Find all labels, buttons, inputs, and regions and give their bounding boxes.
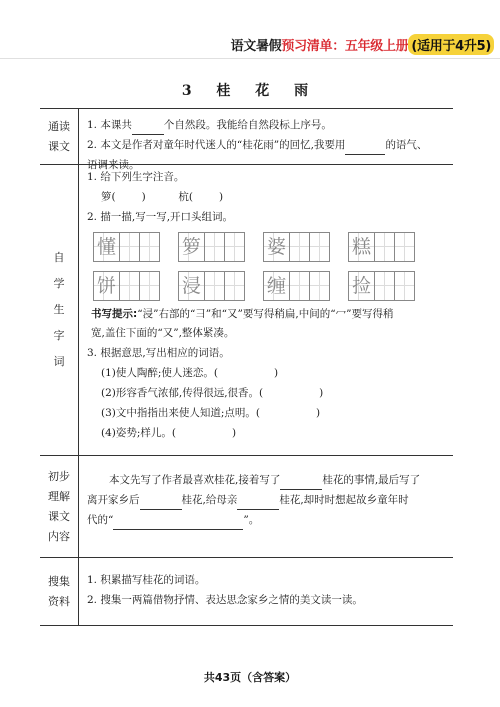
label-line: 初步 <box>48 469 70 483</box>
write-box[interactable] <box>289 271 310 301</box>
answer-blank[interactable] <box>280 475 322 490</box>
answer-blank[interactable] <box>345 140 385 155</box>
collect-item1: 1. 积累描写桂花的词语。 <box>87 574 206 586</box>
char-cell <box>93 271 175 301</box>
reading-content <box>79 109 453 171</box>
trace-char: 缠 <box>263 271 290 301</box>
reading-item2-text3: 语调来读。 <box>87 159 140 171</box>
label-line: 学 <box>53 277 65 290</box>
reading-item2-text: 2. 本文是作者对童年时代迷人的“桂花雨”的回忆,我要用 <box>87 139 346 151</box>
vocab-sub1: (1)使人陶醉;使人迷恋。( <box>101 367 219 379</box>
understand-text: 桂花,却时时想起故乡童年时 <box>279 494 409 506</box>
collect-content <box>79 558 453 625</box>
paren: ) <box>219 191 224 203</box>
reading-label <box>40 109 79 164</box>
label-line: 内容 <box>48 529 70 543</box>
collect-item2: 2. 搜集一两篇借物抒情、表达思念家乡之情的美文读一读。 <box>87 594 363 606</box>
page-header <box>231 34 494 55</box>
answer-blank[interactable] <box>113 515 243 530</box>
char-cell <box>263 232 345 262</box>
label-line: 词 <box>53 355 65 368</box>
write-box[interactable] <box>119 271 140 301</box>
understand-text: ”。 <box>243 514 260 526</box>
write-box[interactable] <box>309 232 330 262</box>
collect-row <box>40 558 453 626</box>
char-cell <box>178 232 260 262</box>
reading-row <box>40 109 453 171</box>
label-line: 理解 <box>48 489 70 503</box>
tip-text: 宽,盖住下面的“又”,整体紧凑。 <box>91 327 235 339</box>
understand-text: 本文先写了作者最喜欢桂花,接着写了 <box>109 474 281 486</box>
vocab-q2: 2. 描一描,写一写,开口头组词。 <box>87 211 234 223</box>
write-box[interactable] <box>119 232 140 262</box>
writing-tip <box>87 305 443 343</box>
pinyin-char-luo: 箩( <box>101 191 116 203</box>
reading-item2-text2: 的语气、 <box>385 139 428 151</box>
tip-label: 书写提示: <box>91 308 138 320</box>
understand-row <box>40 456 453 558</box>
paren: ) <box>319 387 324 399</box>
trace-char: 糕 <box>348 232 375 262</box>
write-box[interactable] <box>309 271 330 301</box>
char-cell <box>263 271 345 301</box>
worksheet-table <box>40 108 453 626</box>
lesson-title: 3 桂 花 雨 <box>181 83 319 99</box>
paren: ) <box>232 427 237 439</box>
header-grade: 五年级上册 <box>344 39 409 54</box>
label-line: 通读 <box>48 119 70 133</box>
trace-char: 浸 <box>178 271 205 301</box>
understand-text: 桂花的事情,最后写了 <box>322 474 421 486</box>
label-line: 课文 <box>48 509 70 523</box>
char-grid-row1 <box>93 232 443 262</box>
vocab-q3: 3. 根据意思,写出相应的词语。 <box>87 347 230 359</box>
label-line: 生 <box>53 303 65 316</box>
paren: ) <box>141 191 146 203</box>
understand-text: 桂花,给母亲 <box>181 494 238 506</box>
collect-label <box>40 558 79 625</box>
understand-label <box>40 456 79 557</box>
char-cell <box>178 271 260 301</box>
understand-text: 离开家乡后 <box>87 494 140 506</box>
label-line: 字 <box>53 329 65 342</box>
answer-blank[interactable] <box>237 495 279 510</box>
write-box[interactable] <box>204 232 225 262</box>
label-line: 搜集 <box>48 574 70 588</box>
write-box[interactable] <box>289 232 310 262</box>
label-line: 课文 <box>48 139 70 153</box>
write-box[interactable] <box>139 271 160 301</box>
page-footer: 共43页（含答案） <box>203 671 297 684</box>
header-prefix: 语文暑假 <box>230 39 282 54</box>
char-cell <box>348 271 430 301</box>
char-grid-row2 <box>93 271 443 301</box>
write-box[interactable] <box>374 232 395 262</box>
understand-text: 代的“ <box>87 514 114 526</box>
char-cell <box>93 232 175 262</box>
vocab-sub4: (4)姿势;样儿。( <box>101 427 177 439</box>
write-box[interactable] <box>224 232 245 262</box>
trace-char: 婆 <box>263 232 290 262</box>
vocab-row <box>40 165 453 456</box>
vocab-q1: 1. 给下列生字注音。 <box>87 171 185 183</box>
label-line: 资料 <box>48 594 70 608</box>
header-highlight: 预习清单： <box>281 39 345 54</box>
trace-char: 饼 <box>93 271 120 301</box>
trace-char: 捡 <box>348 271 375 301</box>
reading-item1-text2: 个自然段。我能给自然段标上序号。 <box>163 119 332 131</box>
paren: ) <box>274 367 279 379</box>
vocab-content <box>79 165 453 455</box>
write-box[interactable] <box>394 232 415 262</box>
understand-content <box>79 456 453 557</box>
reading-item1-text: 1. 本课共 <box>87 119 132 131</box>
answer-blank[interactable] <box>132 120 164 135</box>
tip-text: “浸”右部的“彐”和“又”要写得稍扁,中间的“冖”要写得稍 <box>137 308 394 320</box>
trace-char: 懂 <box>93 232 120 262</box>
write-box[interactable] <box>374 271 395 301</box>
write-box[interactable] <box>394 271 415 301</box>
answer-blank[interactable] <box>140 495 182 510</box>
pinyin-char-hang: 杭( <box>178 191 194 203</box>
write-box[interactable] <box>139 232 160 262</box>
vocab-label <box>40 165 79 455</box>
paren: ) <box>316 407 321 419</box>
vocab-sub2: (2)形容香气浓郁,传得很远,很香。( <box>101 387 264 399</box>
write-box[interactable] <box>224 271 245 301</box>
char-cell <box>348 232 430 262</box>
header-badge: (适用于4升5) <box>408 34 494 55</box>
trace-char: 箩 <box>178 232 205 262</box>
label-line: 自 <box>53 251 65 264</box>
header-divider <box>0 58 500 59</box>
vocab-sub3: (3)文中指指出来使人知道;点明。( <box>101 407 261 419</box>
write-box[interactable] <box>204 271 225 301</box>
